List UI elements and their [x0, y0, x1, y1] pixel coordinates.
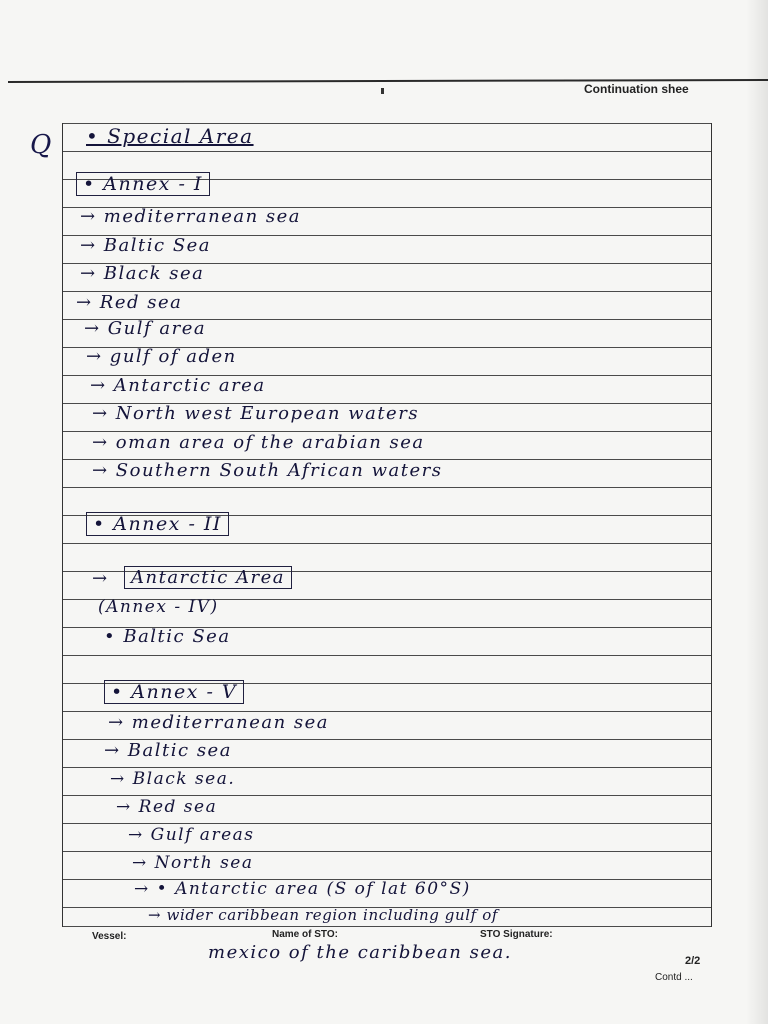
annex-5-item-continuation: mexico of the caribbean sea. — [208, 942, 512, 963]
section-heading: • Special Area — [86, 124, 254, 148]
continued-label: Contd ... — [655, 972, 693, 983]
annex-5-item: → Baltic sea — [104, 740, 232, 761]
annex-4-item: • Baltic Sea — [104, 626, 231, 647]
annex-1-item: → North west European waters — [92, 403, 420, 424]
annex-1-item: → Black sea — [80, 263, 205, 284]
annex-1-title: • Annex - I — [76, 172, 210, 196]
ink-dot — [381, 88, 384, 94]
annex-1-item: → Antarctic area — [90, 375, 266, 396]
vessel-label: Vessel: — [92, 931, 127, 942]
annex-5-item: → mediterranean sea — [108, 712, 330, 733]
annex-1-item: → gulf of aden — [86, 346, 237, 367]
annex-1-item: → mediterranean sea — [80, 206, 302, 227]
annex-2-item: Antarctic Area — [124, 566, 292, 589]
annex-5-title: • Annex - V — [104, 680, 244, 704]
annex-1-item: → oman area of the arabian sea — [92, 432, 425, 453]
annex-4-title: (Annex - IV) — [98, 597, 219, 617]
sto-signature-label: STO Signature: — [480, 929, 553, 940]
question-mark-annotation: Q — [30, 130, 52, 160]
annex-5-item: → Gulf areas — [128, 825, 255, 845]
annex-5-item: → North sea — [132, 853, 254, 873]
annex-5-item: → • Antarctic area (S of lat 60°S) — [134, 879, 471, 899]
annex-2-arrow: → — [92, 568, 109, 589]
annex-1-item: → Gulf area — [84, 318, 207, 339]
annex-1-item: → Red sea — [76, 292, 183, 313]
page-edge-shadow — [746, 0, 768, 1024]
annex-2-title: • Annex - II — [86, 512, 229, 536]
annex-5-item: → Black sea. — [110, 769, 236, 789]
annex-5-item: → wider caribbean region including gulf of — [148, 906, 498, 924]
sto-name-label: Name of STO: — [272, 929, 338, 940]
annex-1-item: → Southern South African waters — [92, 460, 443, 481]
annex-1-item: → Baltic Sea — [80, 235, 212, 256]
annex-5-item: → Red sea — [116, 797, 218, 817]
sheet-title: Continuation shee — [584, 82, 689, 96]
page-number: 2/2 — [685, 955, 701, 967]
